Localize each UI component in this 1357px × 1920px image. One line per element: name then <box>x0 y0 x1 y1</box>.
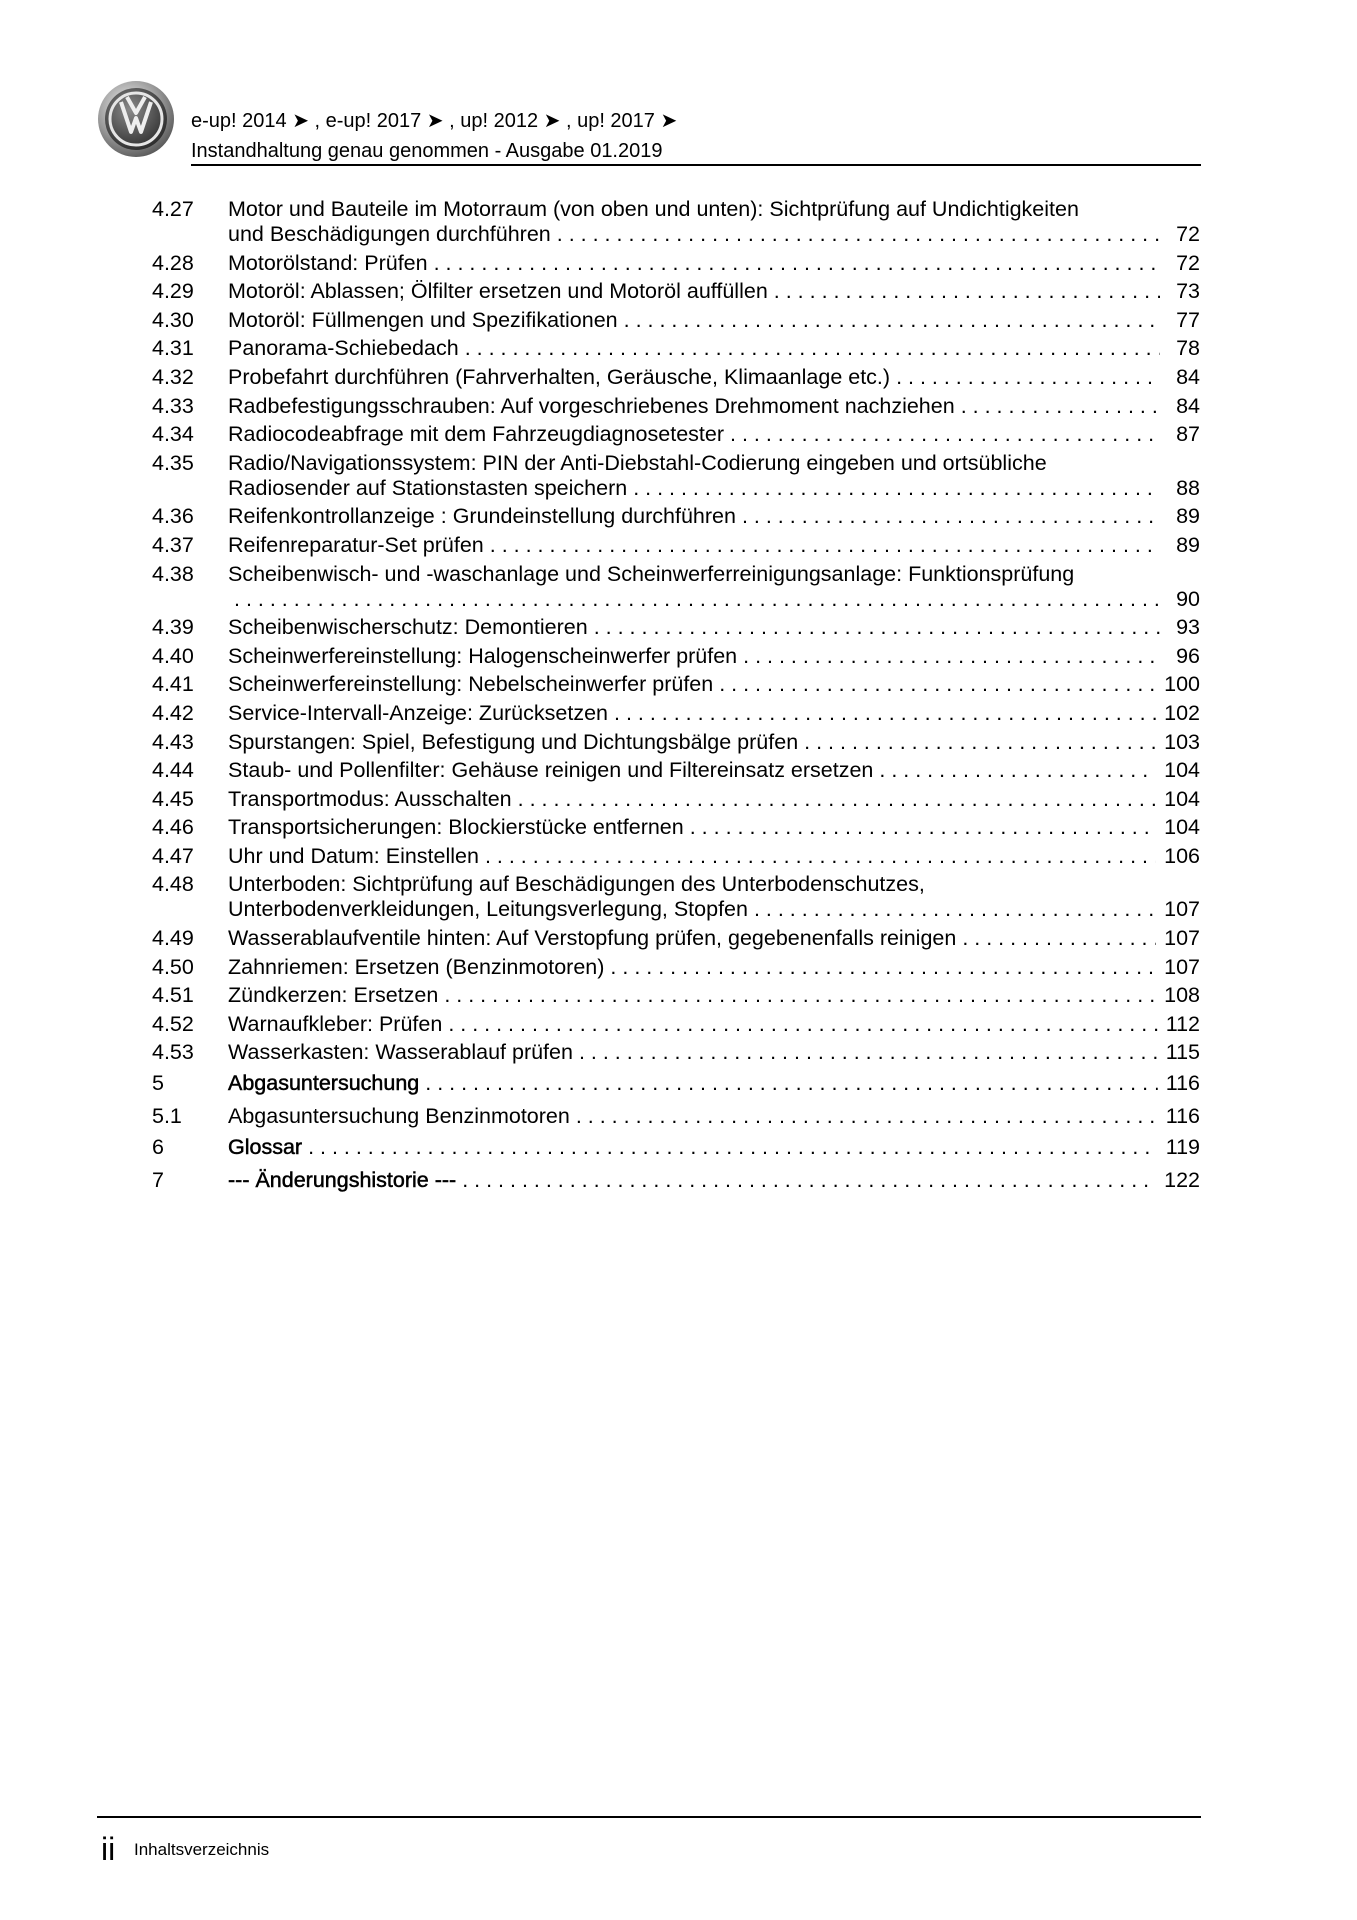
toc-entry-leader-line <box>228 1040 1200 1065</box>
toc-entry[interactable] <box>152 279 1200 304</box>
toc-entry[interactable] <box>152 197 1200 247</box>
toc-entry-title: Scheinwerfereinstellung: Nebelscheinwerfer prüfen <box>228 672 714 697</box>
page-header <box>97 80 1201 166</box>
toc-entry-leader-line <box>228 672 1200 697</box>
toc-entry-number: 4.46 <box>152 815 194 840</box>
toc-entry-number: 4.53 <box>152 1040 194 1065</box>
toc-entry-title: Warnaufkleber: Prüfen <box>228 1011 443 1036</box>
toc-entry-body <box>228 504 1200 529</box>
toc-entry-number: 4.27 <box>152 197 194 221</box>
toc-entry-body <box>228 1071 1200 1096</box>
toc-entry-leader-line <box>228 587 1200 612</box>
toc-entry[interactable] <box>152 394 1200 419</box>
toc-chapter-entry[interactable] <box>152 1135 1200 1160</box>
toc-dot-leader <box>448 1012 1157 1037</box>
toc-entry-leader-line <box>228 844 1200 869</box>
toc-entry[interactable] <box>152 787 1200 812</box>
toc-entry-body <box>228 758 1200 783</box>
footer-section-title: Inhaltsverzeichnis <box>134 1840 270 1859</box>
toc-entry-number: 4.28 <box>152 250 194 275</box>
toc-entry-body <box>228 279 1200 304</box>
toc-entry-title: Staub- und Pollenfilter: Gehäuse reinigen und Filtereinsatz ersetzen <box>228 758 874 783</box>
toc-dot-leader <box>434 251 1160 276</box>
toc-entry-title: Motorölstand: Prüfen <box>228 250 428 275</box>
toc-dot-leader <box>614 701 1156 726</box>
toc-entry-leader-line <box>228 897 1200 922</box>
toc-entry-body <box>228 644 1200 669</box>
toc-dot-leader <box>425 1071 1157 1096</box>
toc-dot-leader <box>879 758 1156 783</box>
toc-entry-body <box>228 787 1200 812</box>
toc-entry-title: und Beschädigungen durchführen <box>228 222 551 246</box>
toc-entry[interactable] <box>152 365 1200 390</box>
toc-entry-leader-line <box>228 1135 1200 1160</box>
toc-entry[interactable] <box>152 533 1200 558</box>
toc-dot-leader <box>743 644 1160 669</box>
toc-entry-title: Service-Intervall-Anzeige: Zurücksetzen <box>228 700 608 725</box>
toc-page-number: 108 <box>1164 983 1200 1008</box>
toc-entry-title: Probefahrt durchführen (Fahrverhalten, Geräusche, Klimaanlage etc.) <box>228 364 891 389</box>
toc-entry-body <box>228 615 1200 640</box>
toc-entry[interactable] <box>152 1104 1200 1129</box>
toc-page-number: 107 <box>1164 897 1200 922</box>
toc-dot-leader <box>804 730 1156 755</box>
toc-page-number: 88 <box>1176 475 1200 500</box>
toc-page-number: 116 <box>1165 1071 1200 1096</box>
toc-entry-number: 4.52 <box>152 1011 194 1036</box>
toc-entry-body <box>228 562 1200 612</box>
toc-entry-body <box>228 451 1200 501</box>
toc-page-number: 107 <box>1164 954 1200 979</box>
toc-entry-leader-line <box>228 815 1200 840</box>
toc-entry-title: Transportmodus: Ausschalten <box>228 786 512 811</box>
toc-dot-leader <box>730 422 1160 447</box>
toc-dot-leader <box>579 1040 1158 1065</box>
toc-entry-leader-line <box>228 365 1200 390</box>
toc-entry-title: Scheinwerfereinstellung: Halogenscheinwerfer prüfen <box>228 643 738 668</box>
toc-entry-number: 4.39 <box>152 615 194 640</box>
toc-entry-title: Uhr und Datum: Einstellen <box>228 843 479 868</box>
toc-entry-leader-line <box>228 533 1200 558</box>
header-subtitle: Instandhaltung genau genommen - Ausgabe 01.2019 <box>191 140 663 162</box>
toc-page-number: 72 <box>1176 222 1200 246</box>
toc-entry-body <box>228 422 1200 447</box>
toc-page-number: 72 <box>1176 250 1200 275</box>
toc-entry-title: Motoröl: Füllmengen und Spezifikationen <box>228 307 618 332</box>
toc-dot-leader <box>557 222 1160 247</box>
toc-entry-leader-line <box>228 926 1200 951</box>
toc-entry-title: Motoröl: Ablassen; Ölfilter ersetzen und Motoröl auffüllen <box>228 279 768 304</box>
toc-entry-title: Reifenkontrollanzeige : Grundeinstellung durchführen <box>228 504 736 529</box>
toc-dot-leader <box>719 672 1156 697</box>
toc-entry[interactable] <box>152 451 1200 501</box>
toc-entry-body <box>228 1104 1200 1129</box>
toc-entry-body <box>228 701 1200 726</box>
toc-entry-body <box>228 1040 1200 1065</box>
toc-entry-number: 5.1 <box>152 1104 182 1129</box>
toc-dot-leader <box>610 955 1156 980</box>
toc-entry-number: 4.38 <box>152 561 194 586</box>
toc-dot-leader <box>961 394 1160 419</box>
toc-entry-body <box>228 672 1200 697</box>
toc-dot-leader <box>896 365 1160 390</box>
toc-entry-leader-line <box>228 787 1200 812</box>
toc-entry-title: Zündkerzen: Ersetzen <box>228 983 439 1008</box>
toc-entry-leader-line <box>228 476 1200 501</box>
toc-dot-leader <box>774 279 1160 304</box>
toc-entry[interactable] <box>152 422 1200 447</box>
toc-entry-body <box>228 336 1200 361</box>
toc-dot-leader <box>690 815 1156 840</box>
toc-dot-leader <box>624 308 1160 333</box>
toc-dot-leader <box>594 615 1160 640</box>
toc-entry-number: 4.50 <box>152 954 194 979</box>
toc-entry-leader-line <box>228 336 1200 361</box>
toc-chapter-entry[interactable] <box>152 1071 1200 1096</box>
toc-page-number: 84 <box>1176 364 1200 389</box>
toc-entry-number: 4.33 <box>152 393 194 418</box>
toc-entry-number: 4.41 <box>152 672 194 697</box>
toc-entry[interactable] <box>152 1040 1200 1065</box>
toc-entry-leader-line <box>228 701 1200 726</box>
toc-entry-number: 4.43 <box>152 729 194 754</box>
toc-entry-body <box>228 308 1200 333</box>
toc-entry-leader-line <box>228 644 1200 669</box>
toc-page-number: 87 <box>1176 422 1200 447</box>
toc-entry-leader-line <box>228 1071 1200 1096</box>
toc-entry[interactable] <box>152 644 1200 669</box>
toc-entry-title-line: Unterboden: Sichtprüfung auf Beschädigungen des Unterbodenschutzes, <box>228 872 925 897</box>
toc-dot-leader <box>742 504 1160 529</box>
toc-page-number: 84 <box>1176 393 1200 418</box>
toc-entry-title-line: Motor und Bauteile im Motorraum (von oben und unten): Sichtprüfung auf Undichtigkeiten <box>228 197 1079 221</box>
toc-entry-number: 4.37 <box>152 532 194 557</box>
toc-page-number: 77 <box>1176 307 1200 332</box>
header-divider <box>191 164 1201 166</box>
toc-entry[interactable] <box>152 955 1200 980</box>
toc-entry-leader-line <box>228 279 1200 304</box>
toc-page-number: 96 <box>1176 643 1200 668</box>
toc-entry-title-line: Scheibenwisch- und -waschanlage und Scheinwerferreinigungsanlage: Funktionsprüfung <box>228 561 1075 586</box>
toc-entry-leader-line <box>228 1012 1200 1037</box>
toc-entry-body <box>228 533 1200 558</box>
toc-entry-body <box>228 1135 1200 1160</box>
toc-entry-title: Spurstangen: Spiel, Befestigung und Dichtungsbälge prüfen <box>228 729 799 754</box>
toc-page-number: 104 <box>1164 758 1200 783</box>
toc-entry-title: Radiocodeabfrage mit dem Fahrzeugdiagnosetester <box>228 422 724 447</box>
toc-entry-number: 4.29 <box>152 279 194 304</box>
toc-entry-leader-line <box>228 394 1200 419</box>
toc-entry-title: Wasserablaufventile hinten: Auf Verstopfung prüfen, gegebenenfalls reinigen <box>228 926 957 951</box>
toc-page-number: 78 <box>1176 336 1200 361</box>
toc-dot-leader <box>518 787 1156 812</box>
toc-entry-title: Scheibenwischerschutz: Demontieren <box>228 615 588 640</box>
toc-entry[interactable] <box>152 983 1200 1008</box>
toc-entry-title: Abgasuntersuchung <box>228 1071 420 1096</box>
toc-entry-title: Radiosender auf Stationstasten speichern <box>228 475 628 500</box>
toc-page-number: 103 <box>1164 729 1200 754</box>
toc-entry[interactable] <box>152 701 1200 726</box>
toc-page-number: 107 <box>1164 926 1200 951</box>
toc-entry-title: Panorama-Schiebedach <box>228 336 459 361</box>
toc-entry[interactable] <box>152 251 1200 276</box>
toc-dot-leader <box>490 533 1160 558</box>
toc-entry-leader-line <box>228 251 1200 276</box>
toc-page-number: 116 <box>1165 1104 1200 1129</box>
toc-dot-leader <box>308 1135 1158 1160</box>
toc-entry-body <box>228 955 1200 980</box>
toc-entry[interactable] <box>152 615 1200 640</box>
toc-dot-leader <box>444 983 1156 1008</box>
toc-entry[interactable] <box>152 758 1200 783</box>
toc-entry-body <box>228 1012 1200 1037</box>
toc-entry-title: --- Änderungshistorie --- <box>228 1168 457 1193</box>
toc-entry-title-line: Radio/Navigationssystem: PIN der Anti-Diebstahl-Codierung eingeben und ortsübliche <box>228 450 1047 475</box>
toc-entry-number: 5 <box>152 1071 164 1096</box>
vw-logo-icon <box>97 80 175 158</box>
toc-entry-number: 7 <box>152 1168 164 1193</box>
toc-entry[interactable] <box>152 844 1200 869</box>
toc-entry-body <box>228 394 1200 419</box>
toc-entry[interactable] <box>152 1012 1200 1037</box>
toc-page-number: 73 <box>1176 279 1200 304</box>
toc-entry-number: 4.51 <box>152 983 194 1008</box>
toc-entry-number: 4.49 <box>152 926 194 951</box>
toc-entry-leader-line <box>228 955 1200 980</box>
toc-entry-title: Zahnriemen: Ersetzen (Benzinmotoren) <box>228 954 605 979</box>
toc-page-number: 100 <box>1164 672 1200 697</box>
toc-entry-title: Radbefestigungsschrauben: Auf vorgeschriebenes Drehmoment nachziehen <box>228 393 955 418</box>
toc-dot-leader <box>462 1168 1156 1193</box>
toc-entry-body <box>228 365 1200 390</box>
toc-entry-body <box>228 815 1200 840</box>
toc-dot-leader <box>576 1104 1158 1129</box>
toc-entry-number: 4.32 <box>152 364 194 389</box>
toc-entry[interactable] <box>152 872 1200 922</box>
toc-entry-number: 4.31 <box>152 336 194 361</box>
toc-entry-title: Transportsicherungen: Blockierstücke entfernen <box>228 815 684 840</box>
toc-entry-body <box>228 983 1200 1008</box>
toc-entry-leader-line <box>228 222 1200 247</box>
toc-entry-body <box>228 872 1200 922</box>
toc-entry-title: Reifenreparatur-Set prüfen <box>228 532 484 557</box>
toc-entry[interactable] <box>152 730 1200 755</box>
toc-entry-body <box>228 844 1200 869</box>
toc-entry-title: Unterbodenverkleidungen, Leitungsverlegung, Stopfen <box>228 897 748 922</box>
toc-entry-number: 4.35 <box>152 450 194 475</box>
toc-entry-number: 4.44 <box>152 758 194 783</box>
toc-entry-body <box>228 730 1200 755</box>
toc-page-number: 119 <box>1165 1135 1200 1160</box>
toc-entry-number: 4.47 <box>152 843 194 868</box>
footer-page-number: ii <box>101 1831 116 1867</box>
toc-entry[interactable] <box>152 504 1200 529</box>
toc-entry-number: 4.42 <box>152 700 194 725</box>
footer-divider <box>97 1816 1201 1818</box>
toc-entry-leader-line <box>228 730 1200 755</box>
toc-page-number: 112 <box>1165 1011 1200 1036</box>
toc-dot-leader <box>962 926 1156 951</box>
toc-entry-number: 4.48 <box>152 872 194 897</box>
toc-entry-number: 4.45 <box>152 786 194 811</box>
toc-page-number: 89 <box>1176 532 1200 557</box>
toc-entry[interactable] <box>152 308 1200 333</box>
toc-page-number: 89 <box>1176 504 1200 529</box>
toc-dot-leader <box>633 476 1160 501</box>
toc-entry-body <box>228 1168 1200 1193</box>
toc-entry-leader-line <box>228 504 1200 529</box>
toc-entry[interactable] <box>152 336 1200 361</box>
toc-page-number: 102 <box>1164 700 1200 725</box>
toc-entry-body <box>228 926 1200 951</box>
toc-entry-number: 4.36 <box>152 504 194 529</box>
toc-dot-leader <box>485 844 1156 869</box>
toc-entry-number: 4.40 <box>152 643 194 668</box>
toc-dot-leader <box>754 897 1156 922</box>
toc-chapter-entry[interactable] <box>152 1168 1200 1193</box>
toc-entry[interactable] <box>152 815 1200 840</box>
toc-entry-title: Abgasuntersuchung Benzinmotoren <box>228 1104 570 1129</box>
toc-page-number: 115 <box>1165 1040 1200 1065</box>
toc-entry-leader-line <box>228 983 1200 1008</box>
toc-entry[interactable] <box>152 562 1200 612</box>
toc-entry-number: 4.30 <box>152 307 194 332</box>
toc-page-number: 93 <box>1176 615 1200 640</box>
toc-entry-number: 6 <box>152 1135 164 1160</box>
toc-entry-leader-line <box>228 1168 1200 1193</box>
toc-page-number: 122 <box>1164 1168 1200 1193</box>
toc-entry-body <box>228 251 1200 276</box>
toc-entry-leader-line <box>228 758 1200 783</box>
toc-dot-leader <box>465 336 1160 361</box>
toc-page-number: 104 <box>1164 786 1200 811</box>
toc-entry-title: Glossar <box>228 1135 303 1160</box>
toc-entry[interactable] <box>152 672 1200 697</box>
toc-page-number: 104 <box>1164 815 1200 840</box>
toc-dot-leader <box>234 587 1160 612</box>
table-of-contents <box>152 197 1200 1201</box>
toc-page-number: 106 <box>1164 843 1200 868</box>
toc-entry-number: 4.34 <box>152 422 194 447</box>
header-models: e-up! 2014 ➤ , e-up! 2017 ➤ , up! 2012 ➤ , up! 2017 ➤ <box>191 110 678 132</box>
toc-entry-body <box>228 197 1200 247</box>
toc-entry-leader-line <box>228 1104 1200 1129</box>
toc-page-number: 90 <box>1176 586 1200 611</box>
toc-entry-title: Wasserkasten: Wasserablauf prüfen <box>228 1040 573 1065</box>
toc-entry-leader-line <box>228 422 1200 447</box>
toc-entry[interactable] <box>152 926 1200 951</box>
toc-entry-leader-line <box>228 615 1200 640</box>
toc-entry-leader-line <box>228 308 1200 333</box>
